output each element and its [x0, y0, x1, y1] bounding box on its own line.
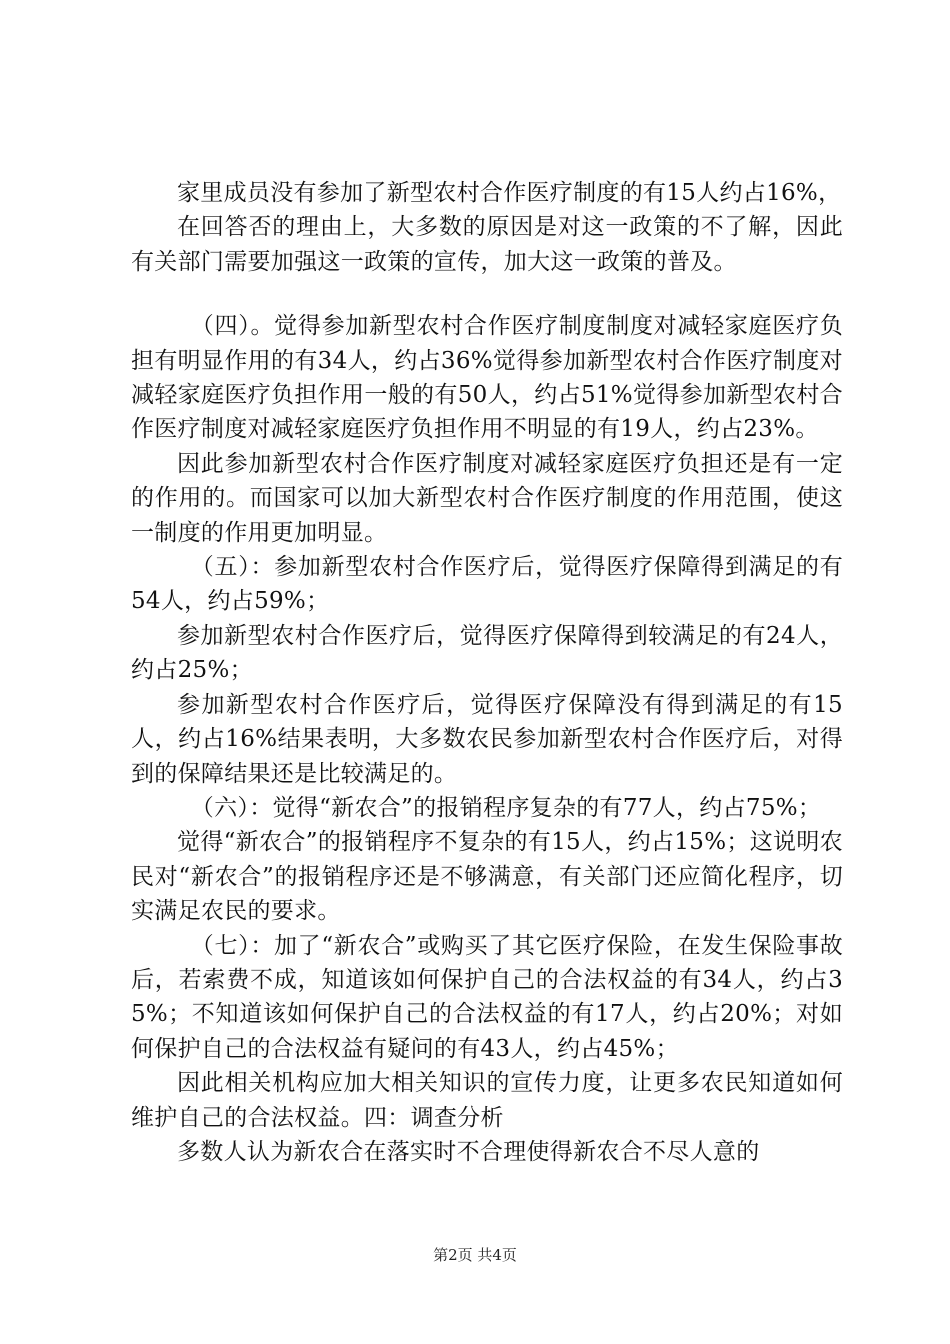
paragraph-section-5-not-satisfied: 参加新型农村合作医疗后，觉得医疗保障没有得到满足的有15人，约占16%结果表明，大多数农民参加新型农村合作医疗后，对得到的保障结果还是比较满足的。 [131, 691, 843, 787]
paragraph-section-5-relatively-satisfied: 参加新型农村合作医疗后，觉得医疗保障得到较满足的有24人，约占25%； [131, 622, 843, 684]
paragraph-section-5: （五）：参加新型农村合作医疗后，觉得医疗保障得到满足的有54人，约占59%； [131, 554, 843, 615]
page-footer [0, 1244, 950, 1265]
page-number-indicator: 第2页 共4页 [433, 1246, 517, 1264]
paragraph-section-6-conclusion: 觉得“新农合”的报销程序不复杂的有15人，约占15%；这说明农民对“新农合”的报销程序还是不够满意，有关部门还应简化程序，切实满足农民的要求。 [131, 829, 843, 925]
paragraph-non-participants: 家里成员没有参加了新型农村合作医疗制度的有15人约占16%， [177, 180, 842, 206]
paragraph-survey-analysis: 多数人认为新农合在落实时不合理使得新农合不尽人意的 [177, 1138, 760, 1165]
paragraph-section-7: （七）：加了“新农合”或购买了其它医疗保险，在发生保险事故后，若索费不成，知道该如何保护自己的合法权益的有34人，约占35%；不知道该如何保护自己的合法权益的有17人，约占20%；对如何保护自己的合法权益有疑问的有43人，约占45%； [131, 932, 843, 1062]
paragraph-section-4: （四）。觉得参加新型农村合作医疗制度制度对减轻家庭医疗负担有明显作用的有34人，约占36%觉得参加新型农村合作医疗制度对减轻家庭医疗负担作用一般的有50人，约占51%觉得参加新型农村合作医疗制度对减轻家庭医疗负担作用不明显的有19人，约占23%。 [131, 313, 843, 443]
paragraph-section-7-conclusion: 因此相关机构应加大相关知识的宣传力度，让更多农民知道如何维护自己的合法权益。四：调查分析 [131, 1070, 843, 1131]
paragraph-reason-for-no: 在回答否的理由上，大多数的原因是对这一政策的不了解，因此有关部门需要加强这一政策的宣传，加大这一政策的普及。 [131, 214, 843, 275]
document-body [131, 176, 843, 1169]
paragraph-section-6: （六）：觉得“新农合”的报销程序复杂的有77人，约占75%； [190, 794, 822, 821]
paragraph-section-4-conclusion: 因此参加新型农村合作医疗制度对减轻家庭医疗负担还是有一定的作用的。而国家可以加大新型农村合作医疗制度的作用范围，使这一制度的作用更加明显。 [131, 450, 843, 546]
